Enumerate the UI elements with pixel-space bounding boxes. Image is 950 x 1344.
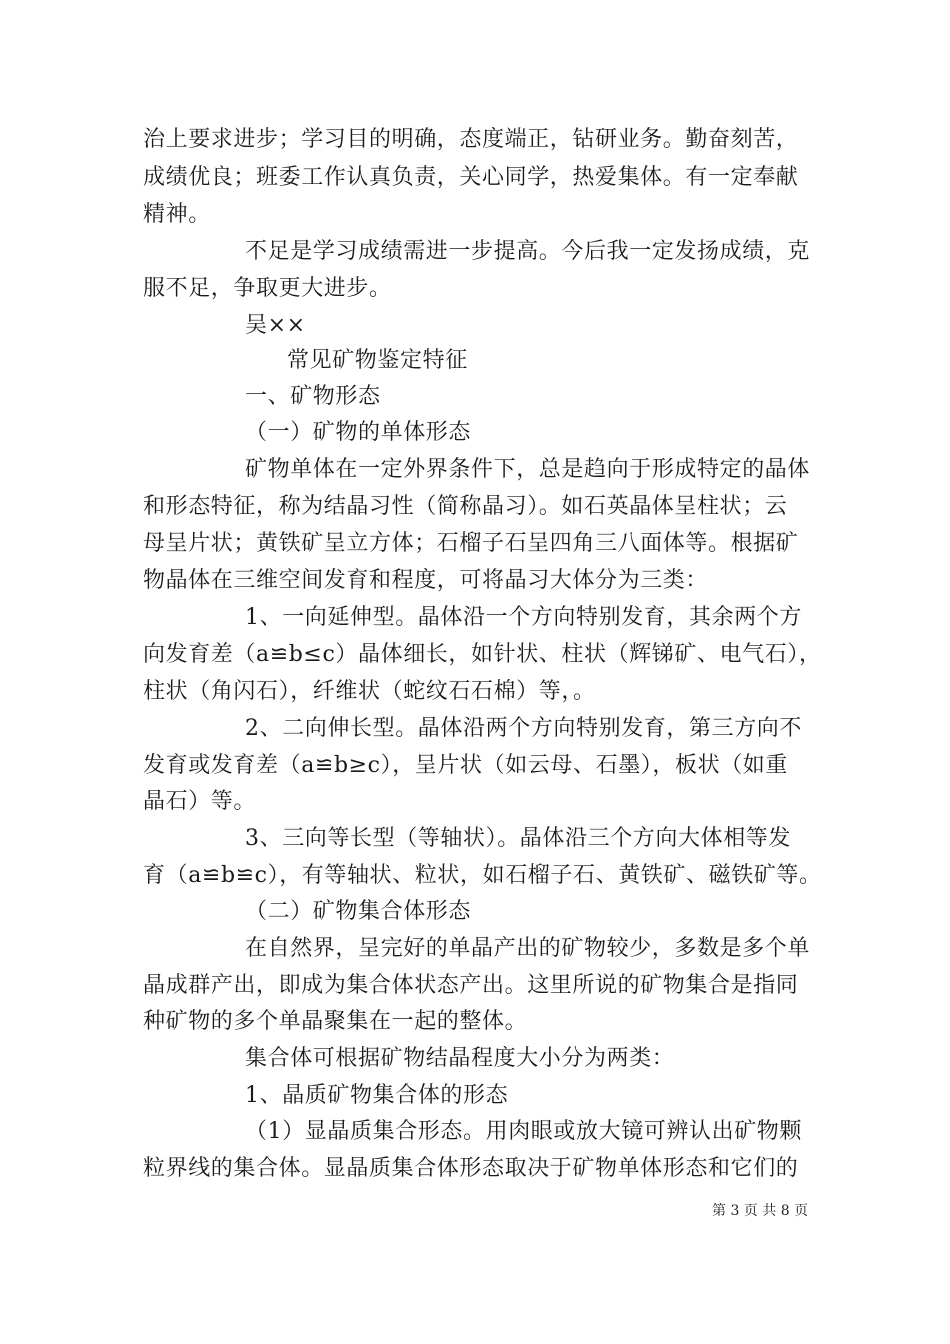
text-line: 不足是学习成绩需进一步提高。今后我一定发扬成绩，克 [245, 239, 811, 264]
text-line: 治上要求进步；学习目的明确，态度端正，钻研业务。勤奋刻苦， [143, 127, 799, 152]
text-line: 向发育差（a≌b≤c）晶体细长，如针状、柱状（辉锑矿、电气石）， [143, 642, 822, 667]
text-line: 1、一向延伸型。晶体沿一个方向特别发育，其余两个方 [245, 605, 802, 630]
text-line: 育（a≌b≌c），有等轴状、粒状，如石榴子石、黄铁矿、磁铁矿等。 [143, 863, 822, 888]
text-line: 母呈片状；黄铁矿呈立方体；石榴子石呈四角三八面体等。根据矿 [143, 531, 799, 556]
text-line: 晶石）等。 [143, 789, 257, 814]
page-number-footer: 第 3 页 共 8 页 [712, 1203, 809, 1219]
heading-level-2: （一）矿物的单体形态 [245, 420, 472, 445]
text-line: 和形态特征，称为结晶习性（简称晶习）。如石英晶体呈柱状；云 [143, 494, 788, 519]
text-line: 在自然界，呈完好的单晶产出的矿物较少，多数是多个单 [245, 936, 811, 961]
text-line: 精神。 [143, 202, 211, 227]
text-line: 成绩优良；班委工作认真负责，关心同学，热爱集体。有一定奉献 [143, 165, 799, 190]
text-line: （1）显晶质集合形态。用肉眼或放大镜可辨认出矿物颗 [245, 1119, 802, 1144]
text-line: 2、二向伸长型。晶体沿两个方向特别发育，第三方向不 [245, 716, 802, 741]
text-line: 柱状（角闪石），纤维状（蛇纹石石棉）等，。 [143, 679, 596, 704]
heading-level-2: （二）矿物集合体形态 [245, 899, 472, 924]
text-line: 晶成群产出，即成为集合体状态产出。这里所说的矿物集合是指同 [143, 973, 799, 998]
text-line: 种矿物的多个单晶聚集在一起的整体。 [143, 1009, 528, 1034]
text-line: 粒界线的集合体。显晶质集合体形态取决于矿物单体形态和它们的 [143, 1156, 799, 1181]
section-title: 常见矿物鉴定特征 [287, 348, 468, 373]
heading-level-3: 1、晶质矿物集合体的形态 [245, 1083, 509, 1108]
text-line: 矿物单体在一定外界条件下，总是趋向于形成特定的晶体 [245, 457, 811, 482]
author-signature: 吴×× [245, 313, 306, 338]
text-line: 服不足，争取更大进步。 [143, 276, 392, 301]
text-line: 3、三向等长型（等轴状）。晶体沿三个方向大体相等发 [245, 826, 791, 851]
text-line: 发育或发育差（a≌b≥c），呈片状（如云母、石墨），板状（如重 [143, 753, 788, 778]
heading-level-1: 一、矿物形态 [245, 384, 381, 409]
text-line: 物晶体在三维空间发育和程度，可将晶习大体分为三类： [143, 568, 709, 593]
text-line: 集合体可根据矿物结晶程度大小分为两类： [245, 1046, 675, 1071]
